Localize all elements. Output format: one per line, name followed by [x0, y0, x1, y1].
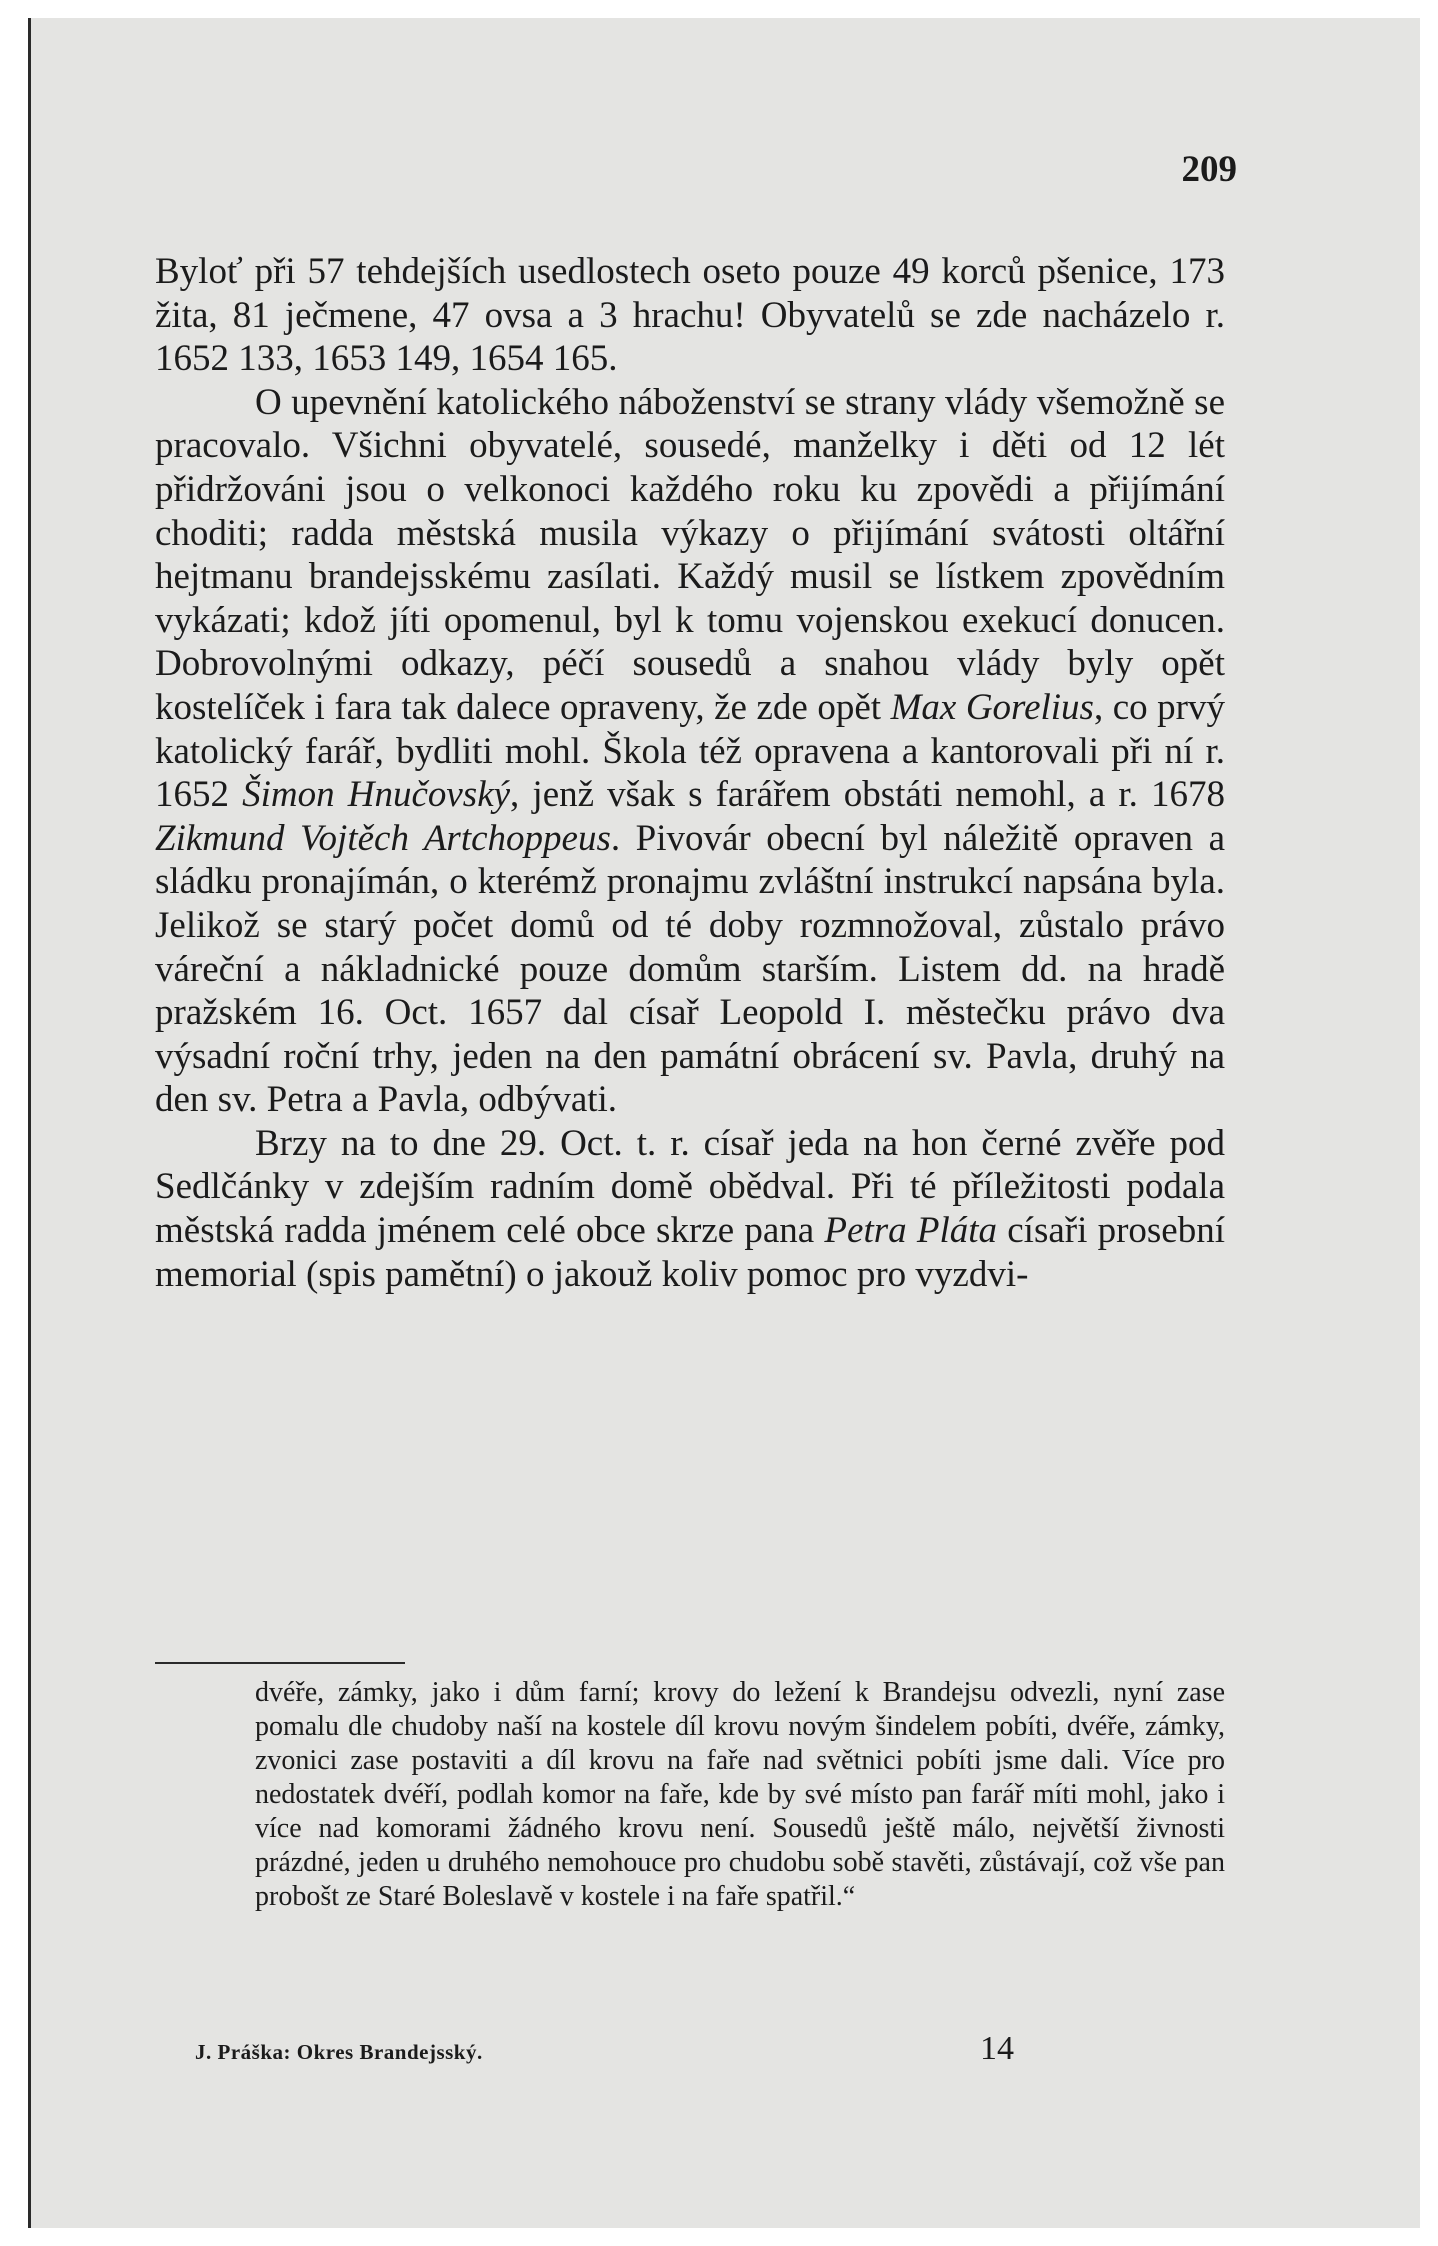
italic-name: Zikmund Vojtěch Artchoppeus [155, 817, 611, 859]
page-number: 209 [1181, 149, 1237, 190]
book-page [28, 18, 1420, 2228]
main-text [155, 250, 1225, 1296]
paragraph-1 [155, 250, 1225, 381]
text-segment: , co prvý katolický farář, bydliti mohl. Škola též opravena a kantorovali při ní r. 1652 [155, 686, 1226, 816]
footnote-divider [155, 1662, 405, 1664]
text-segment: , jenž však s farářem obstáti nemohl, a r. 1678 [510, 774, 1226, 816]
italic-name: Petra Pláta [824, 1210, 998, 1252]
italic-name: Šimon Hnučovský [242, 774, 511, 816]
footer-sheet-number: 14 [980, 2030, 1014, 2067]
footer-signature: J. Práška: Okres Brandejsský. [195, 2040, 483, 2064]
text-segment: O upevnění katolického náboženství se strany vlády všemožně se pracovalo. Všichni obyvatelé, sousedé, manželky i děti od 12 lét přidržováni jsou o velkonoci každého roku ku zpovědi a přijímání choditi; radda městská musila výkazy o přijímání svátosti oltářní hejtmanu brandejsskému zasílati. Každý musil se lístkem zpovědním vykázati; kdož jíti opomenul, byl k tomu vojenskou exekucí donucen. Dobrovolnými odkazy, péčí sousedů a snahou vlády byly opět kostelíček i fara tak dalece opraveny, že zde opět [155, 381, 1225, 728]
text-segment: Byloť při 57 tehdejších usedlostech oseto pouze 49 korců pšenice, 173 žita, 81 ječmene, 47 ovsa a 3 hrachu! Obyvatelů se zde nacházelo r. 1652 133, 1653 149, 1654 165. [155, 251, 1225, 380]
paragraph-2 [155, 381, 1225, 1122]
italic-name: Max Gorelius [890, 686, 1094, 728]
text-segment: Brzy na to dne 29. Oct. t. r. císař jeda na hon černé zvěře pod Sedlčánky v zdejším radním domě obědval. Při té příležitosti podala městská radda jménem celé obce skrze pana [155, 1122, 1225, 1252]
text-segment: . Pivovár obecní byl náležitě opraven a sládku pronajímán, o kterémž pronajmu zvláštní instrukcí napsána byla. Jelikož se starý počet domů od té doby rozmnožoval, zůstalo právo váreční a nákladnické pouze domům starším. Listem dd. na hradě pražském 16. Oct. 1657 dal císař Leopold I. městečku právo dva výsadní roční trhy, jeden na den památní obrácení sv. Pavla, druhý na den sv. Petra a Pavla, odbývati. [155, 817, 1226, 1121]
footnote: dvéře, zámky, jako i dům farní; krovy do ležení k Brandejsu odvezli, nyní zase pomalu dle chudoby naší na kostele díl krovu novým šindelem pobíti, dvéře, zámky, zvonici zase postaviti a díl krovu na faře nad světnici pobíti jsme dali. Více pro nedostatek dvéří, podlah komor na faře, kde by své místo pan farář míti mohl, jako i více nad komorami žádného krovu není. Sousedů ještě málo, největší živnosti prázdné, jeden u druhého nemohouce pro chudobu sobě stavěti, zůstávají, což vše pan probošt ze Staré Boleslavě v kostele i na faře spatřil.“ [255, 1677, 1225, 1912]
paragraph-3 [155, 1122, 1225, 1296]
text-segment: císaři prosební memorial (spis pamětní) o jakouž koliv pomoc pro vyzdvi- [155, 1210, 1226, 1295]
